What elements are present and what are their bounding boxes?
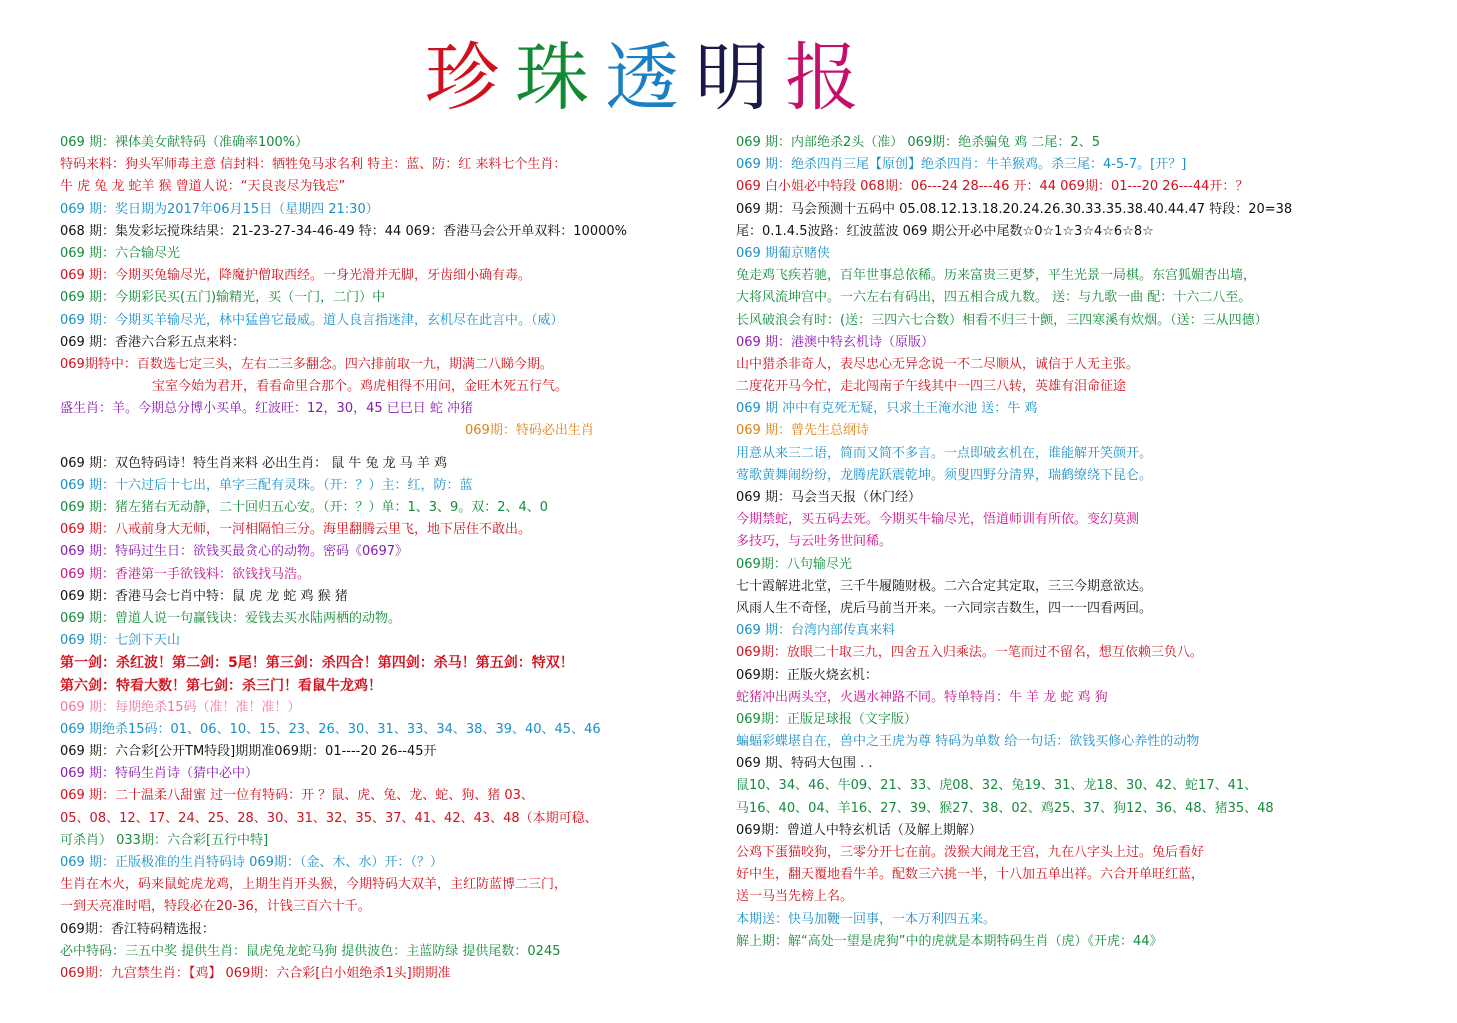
left-column-line: 069 期：六合输尽光 (60, 245, 180, 261)
title-char: 珠 (515, 35, 605, 121)
right-column-line: 069期：正版火烧玄机： (736, 667, 878, 683)
right-column-line: 069 期：马会当天报（休门经） (736, 490, 921, 505)
left-column-line: 069 期：香港第一手欲钱料：欲钱找马浩。 (60, 566, 310, 582)
right-column-line: 马16、40、04、羊16、27、39、猴27、38、02、鸡25、37、狗12、36、48、猪35、48 (736, 800, 1274, 816)
left-column-line: 068 期：集发彩坛搅珠结果：21-23-27-34-46-49 特：44 069：香港马会公开单双料：10000% (60, 223, 627, 239)
left-column-line: 069 期绝杀15码：01、06、10、15、23、26、30、31、33、34、38、39、40、45、46 (60, 721, 601, 737)
title-char: 透 (605, 35, 695, 121)
right-column-line: 用意从来三二语，简而又简不多言。一点即破玄机在，谁能解开笑颜开。 (736, 445, 1153, 461)
right-column-line: 069期：八句输尽光 (736, 556, 852, 572)
left-column-line: 可杀肖） 033期：六合彩[五行中特] (60, 832, 269, 848)
left-column-line: 特码来料：狗头军师毒主意 信封料：牺牲兔马求名利 特主：蓝、防：红 来料七个生肖： (60, 157, 567, 173)
left-column-line: 069 期：八戒前身大无师，一河相隔怕三分。海里翻腾云里飞，地下居住不敢出。 (60, 522, 531, 538)
right-column-line: 多技巧，与云吐务世间稀。 (736, 534, 893, 550)
left-column-line: 069 期：裸体美女献特码（准确率100%） (60, 135, 309, 150)
left-column-line: 069期：九宫禁生肖：【鸡】 069期：六合彩[白小姐绝杀1头]期期准 (60, 965, 451, 981)
left-column-line: 069期特中：百数选七定三头，左右二三多翻念。四六排前取一九，期满二八睇今期。 (60, 356, 553, 372)
right-column-line: 今期禁蛇，买五码去死。今期买牛输尽光，悟道师训有所依。变幻莫测 (736, 512, 1140, 528)
left-column-line: 069 期：特码生肖诗（猜中必中） (60, 766, 258, 782)
right-column-line: 蝙蝠彩蝶堪自在，兽中之王虎为尊 特码为单数 给一句话：欲钱买修心养性的动物 (736, 734, 1200, 750)
left-column-line: 069期：香江特码精选报： (60, 921, 215, 937)
left-column-line: 069 期：奖日期为2017年06月15日（星期四 21:30） (60, 201, 379, 217)
title-char: 报 (785, 35, 875, 121)
right-column-line: 069 期葡京赌侠 (736, 245, 830, 261)
left-column-line: 069 期：今期买兔输尽光，降魔护僧取西经。一身光滑并无脚，牙齿细小确有毒。 (60, 268, 531, 284)
right-column-line: 尾：0.1.4.5波路：红波蓝波 069 期公开必中尾数☆0☆1☆3☆4☆6☆8☆ (736, 223, 1154, 239)
left-column-line: 069 期：今期买羊输尽光，林中猛兽它最威。道人良言指迷津，玄机尽在此言中。（威） (60, 312, 564, 328)
right-column-line: 送一马当先榜上名。 (736, 889, 854, 905)
right-column-line: 山中猎杀非奇人，表尽忠心无异念说一不二尽顺从，诚信于人无主张。 (736, 356, 1140, 372)
right-column-line: 七十霞解进北堂，三千牛履随财极。二六合定其定取，三三今期意欲达。 (736, 578, 1153, 594)
left-column-line: 第一剑：杀红波！第二剑：5尾！第三剑：杀四合！第四剑：杀马！第五剑：特双！ (60, 655, 574, 672)
left-column-line: 牛 虎 兔 龙 蛇羊 猴 曾道人说：“天良丧尽为钱忘” (60, 179, 346, 195)
left-column-line: 069 期：六合彩[公开TM特段]期期准069期：01----20 26--45开 (60, 744, 437, 760)
left-column-line: 069 期：曾道人说一句赢钱诀：爱钱去买水陆两栖的动物。 (60, 610, 401, 626)
left-column-line: 05、08、12、17、24、25、28、30、31、32、35、37、41、42、43、48（本期可稳、 (60, 810, 598, 826)
left-column-line: 069 期：每期绝杀15码（准！准！准！） (60, 699, 301, 715)
left-column-line: 盛生肖：羊。今期总分博小买单。红波旺：12，30，45 已巳日 蛇 冲猪 (60, 401, 474, 417)
left-column-line: 069 期：特码过生日：欲钱买最贪心的动物。密码《0697》 (60, 544, 409, 560)
right-column-line: 069 期 冲中有克死无疑，只求土王淹水池 送：牛 鸡 (736, 401, 1038, 417)
right-column-line: 蛇猪冲出两头空，火遇水神路不同。特单特肖：牛 羊 龙 蛇 鸡 狗 (736, 689, 1108, 705)
right-column-line: 069 期：台湾内部传真来料 (736, 623, 895, 639)
left-column-line: 069 期：今期彩民买(五门)输精光，买（一门，二门）中 (60, 290, 386, 306)
left-column-line: 069 期：二十温柔八甜蜜 过一位有特码：开 ？鼠、虎、兔、龙、蛇、狗、猪 03、 (60, 788, 534, 804)
left-column-line: 069 期：七剑下天山 (60, 633, 180, 649)
left-column-line: 宝室今始为君开，看看命里合那个。鸡虎相得不用问，金旺木死五行气。 (152, 379, 569, 395)
right-column-line: 好中生，翻天覆地看牛羊。配数三六挑一半，十八加五单出祥。六合开单旺红蓝， (736, 867, 1205, 883)
right-column-line: 鼠10、34、46、牛09、21、33、虎08、32、兔19、31、龙18、30、42、蛇17、41、 (736, 778, 1258, 794)
title-char: 明 (695, 35, 785, 121)
page-title (0, 36, 1300, 120)
left-column (60, 132, 720, 985)
right-column-line: 069期：曾道人中特玄机话（及解上期解） (736, 822, 982, 838)
right-column-line: 兔走鸡飞疾若驰，百年世事总依稀。历来富贵三更梦，平生光景一局棋。东宫狐媚杏出墙， (736, 268, 1257, 284)
right-column-line: 大将风流坤宫中。一六左右有码出，四五相合成九数。 送：与九歌一曲 配：十六二八至。 (736, 290, 1252, 306)
right-column-line: 二度花开马今忙，走北闯南子午线其中一四三八转，英雄有泪命征途 (736, 379, 1127, 395)
right-column-line: 069 期：港澳中特玄机诗（原版） (736, 334, 934, 350)
right-column-line: 069 期：绝杀四肖三尾【原创】绝杀四肖：牛羊猴鸡。杀三尾：4-5-7。[开？] (736, 157, 1187, 173)
left-column-line: 069 期：十六过后十七出，单字三配有灵珠。（开：？）主：红，防：蓝 (60, 477, 473, 493)
left-column-line: 069 期：正版极准的生肖特码诗 069期：（金、木、水）开：（？） (60, 855, 443, 870)
left-column-line: 069 期：双色特码诗！特生肖来料 必出生肖： 鼠 牛 兔 龙 马 羊 鸡 (60, 455, 448, 471)
left-column-line: 必中特码：三五中奖 提供生肖：鼠虎兔龙蛇马狗 提供波色：主蓝防绿 提供尾数：0245 (60, 943, 561, 959)
right-column-line: 069 期：曾先生总纲诗 (736, 423, 869, 439)
right-column-line: 长风破浪会有时：(送：三四六七合数）相看不归三十颤，三四寒溪有炊烟。（送：三从四德） (736, 312, 1268, 328)
left-column-line: 069 期：香港六合彩五点来料： (60, 334, 245, 350)
right-column-line: 069 期：马会预测十五码中 05.08.12.13.18.20.24.26.30.33.35.38.40.44.47 特段：20=38 (736, 201, 1293, 217)
left-column-line: 一到天亮准时唱，特段必在20-36，计钱三百六十千。 (60, 899, 371, 915)
right-column-line: 069期：放眼二十取三九，四舍五入归乘法。一笔而过不留名，想互依赖三负八。 (736, 645, 1203, 661)
right-column-line: 公鸡下蛋猫咬狗，三零分开七在前。泼猴大闹龙王宫，九在八字头上过。兔后看好 (736, 845, 1205, 860)
right-column-line: 解上期：解“高处一望是虎狗”中的虎就是本期特码生肖（虎）《开虎：44》 (736, 933, 1163, 949)
right-column (736, 132, 1426, 953)
right-column-line: 069 期：内部绝杀2头（准） 069期：绝杀骗兔 鸡 二尾：2、5 (736, 135, 1100, 150)
left-column-line: 第六剑：特看大数！第七剑：杀三门！看鼠牛龙鸡！ (60, 677, 382, 694)
left-column-line: 生肖在木火，码来鼠蛇虎龙鸡，上期生肖开头猴，今期特码大双羊，主红防蓝博二三门， (60, 877, 568, 893)
left-column-line: 069 期：香港马会七肖中特：鼠 虎 龙 蛇 鸡 猴 猪 (60, 588, 348, 604)
right-column-line: 069 白小姐必中特段 068期：06---24 28---46 开：44 069期：01---20 26---44开：？ (736, 179, 1249, 195)
right-column-line: 莺歌黄舞闹纷纷，龙腾虎跃震乾坤。须叟四野分清界，瑞鹤缭绕下昆仑。 (736, 467, 1153, 483)
right-column-line: 本期送：快马加鞭一回事，一本万利四五来。 (736, 911, 997, 927)
left-column-line: 069期：特码必出生肖 (465, 423, 594, 439)
left-column-line: 069 期：猪左猪右无动静，二十回归五心安。（开：？）单：1、3、9。双：2、4、0 (60, 500, 549, 515)
title-char: 珍 (425, 35, 515, 121)
right-column-line: 069期：正版足球报（文字版） (736, 711, 917, 727)
right-column-line: 风雨人生不奇怪，虎后马前当开来。一六同宗吉数生，四一一四看两回。 (736, 600, 1153, 616)
right-column-line: 069 期、特码大包围 . . (736, 756, 873, 772)
